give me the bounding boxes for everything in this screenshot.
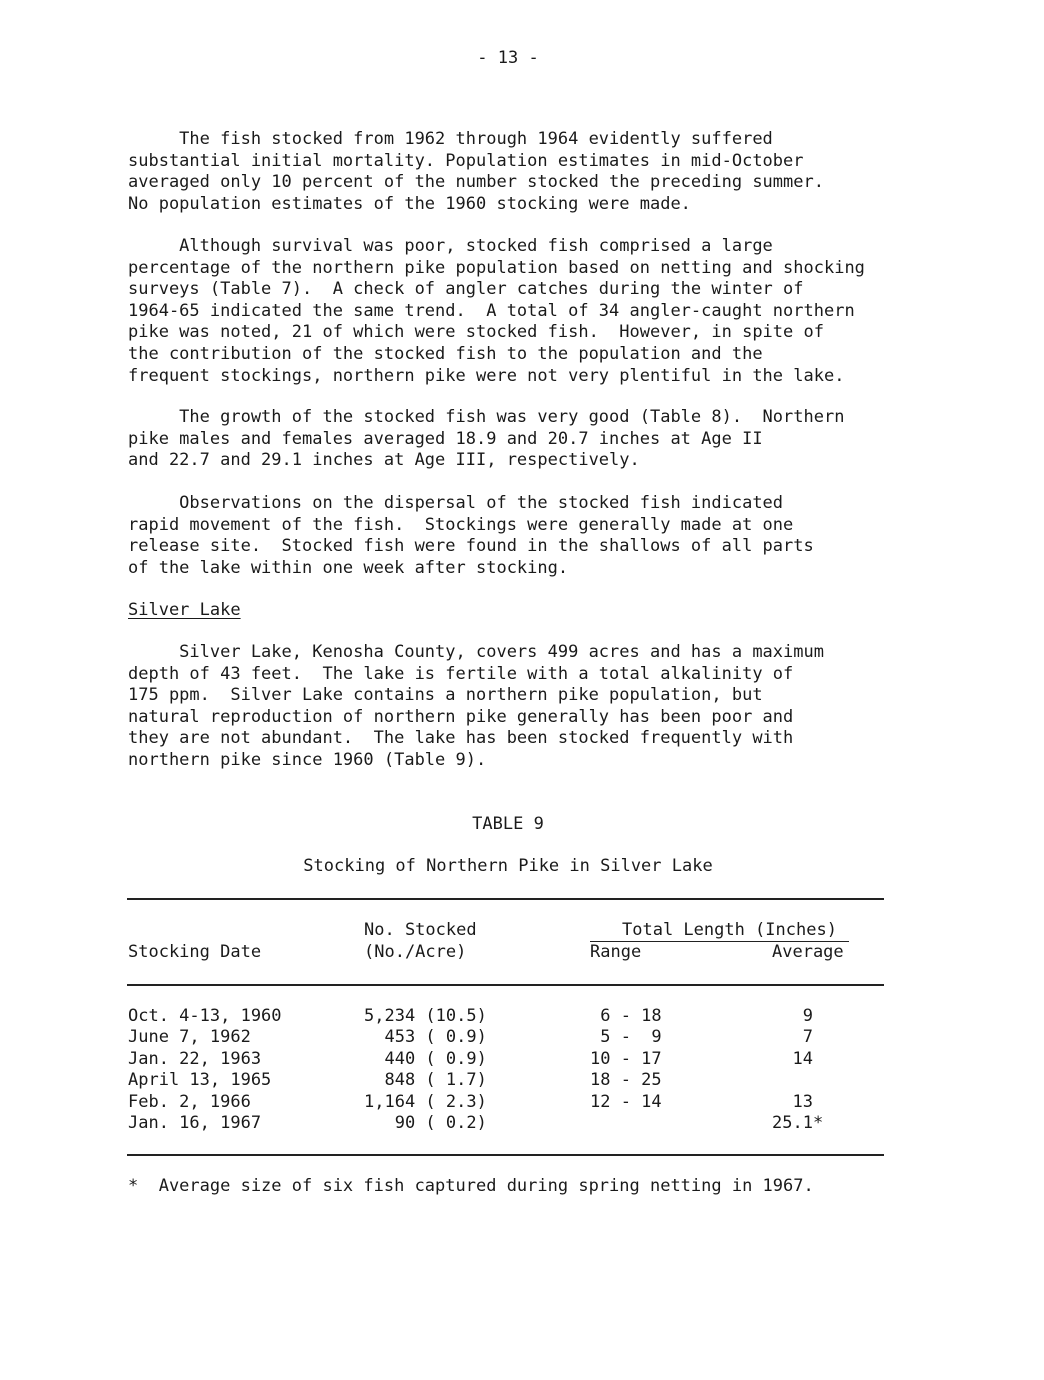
table-bottom-rule (127, 1154, 884, 1156)
paragraph-dispersal: Observations on the dispersal of the stocked fish indicated rapid movement of the fish. Stockings were generally made at one release site. Stocked fish were found in the shallows of all parts of the lake within one week after stocking. (128, 493, 814, 578)
header-per-acre: (No./Acre) (364, 942, 467, 962)
header-total-length: Total Length (Inches) (622, 920, 837, 940)
section-heading-silver-lake: Silver Lake (128, 600, 241, 620)
table-header-rule (127, 984, 884, 986)
table-footnote: * Average size of six fish captured during spring netting in 1967. (128, 1176, 814, 1196)
column-number-stocked: 5,234 (10.5) 453 ( 0.9) 440 ( 0.9) 848 ( 1.7) 1,164 ( 2.3) 90 ( 0.2) (364, 1006, 487, 1134)
header-average: Average (772, 942, 844, 962)
header-stocking-date: Stocking Date (128, 942, 262, 962)
column-length-average: 9 7 14 13 25.1* (772, 1006, 824, 1134)
column-stocking-dates: Oct. 4-13, 1960 June 7, 1962 Jan. 22, 1963 April 13, 1965 Feb. 2, 1966 Jan. 16, 1967 (128, 1006, 282, 1134)
header-no-stocked: No. Stocked (364, 920, 477, 940)
paragraph-silver-lake: Silver Lake, Kenosha County, covers 499 acres and has a maximum depth of 43 feet. The lake is fertile with a total alkalinity of 175 ppm. Silver Lake contains a northern pike population, but natural reproduction of northern pike generally has been poor and they are not abundant. The lake has been stocked frequently with northern pike since 1960 (Table 9). (128, 642, 824, 770)
table-label: TABLE 9 (472, 814, 544, 834)
page-number: - 13 - (477, 48, 539, 68)
column-length-range: 6 - 18 5 - 9 10 - 17 18 - 25 12 - 14 (590, 1006, 662, 1112)
table-caption: Stocking of Northern Pike in Silver Lake (303, 856, 713, 876)
paragraph-initial-mortality: The fish stocked from 1962 through 1964 evidently suffered substantial initial mortality. Population estimates in mid-October averaged only 10 percent of the number stocked the preceding summer. No population estimates of the 1960 stocking were made. (128, 129, 824, 214)
paragraph-survival: Although survival was poor, stocked fish comprised a large percentage of the northern pike population based on netting and shocking surveys (Table 7). A check of angler catches during the winter of 1964-65 indicated the same trend. A total of 34 angler-caught northern pike was noted, 21 of which were stocked fish. However, in spite of the contribution of the stocked fish to the population and the frequent stockings, northern pike were not very plentiful in the lake. (128, 236, 865, 386)
paragraph-growth: The growth of the stocked fish was very good (Table 8). Northern pike males and females averaged 18.9 and 20.7 inches at Age II and 22.7 and 29.1 inches at Age III, respectively. (128, 407, 845, 471)
table-top-rule (127, 898, 884, 900)
header-range: Range (590, 942, 642, 962)
